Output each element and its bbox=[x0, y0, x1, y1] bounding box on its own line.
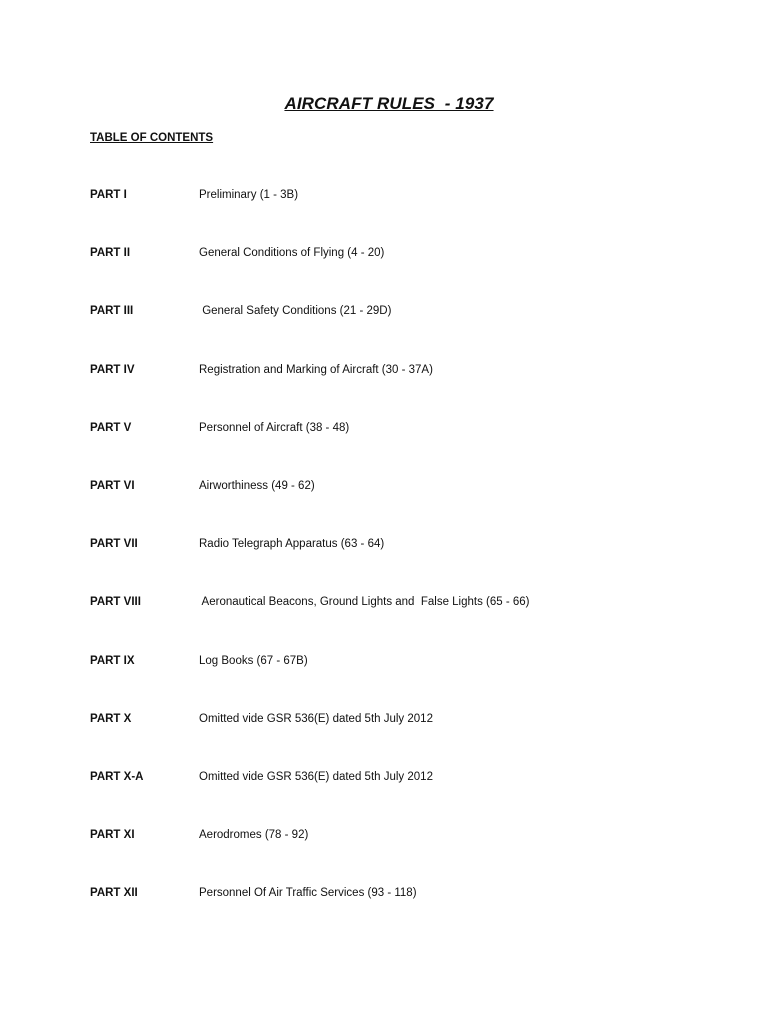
toc-part-label: PART XI bbox=[90, 829, 135, 842]
toc-part-label: PART VII bbox=[90, 538, 138, 551]
toc-part-title: Radio Telegraph Apparatus (63 - 64) bbox=[199, 538, 385, 551]
toc-heading: TABLE OF CONTENTS bbox=[90, 132, 214, 144]
toc-entry bbox=[90, 655, 730, 713]
toc-part-label: PART X bbox=[90, 712, 132, 725]
toc-part-label: PART II bbox=[90, 247, 131, 260]
toc-entry bbox=[90, 829, 730, 887]
toc-part-title: Airworthiness (49 - 62) bbox=[199, 479, 315, 492]
toc-entry bbox=[90, 305, 730, 363]
toc-part-title: Registration and Marking of Aircraft (30 - 37A) bbox=[199, 363, 433, 376]
toc-part-label: PART IV bbox=[90, 363, 135, 376]
toc-entry bbox=[90, 189, 730, 247]
toc-part-title: Omitted vide GSR 536(E) dated 5th July 2012 bbox=[199, 712, 433, 725]
toc-entry bbox=[90, 538, 730, 596]
toc-entry bbox=[90, 364, 730, 422]
toc-part-title: Preliminary (1 - 3B) bbox=[199, 189, 299, 201]
toc-part-title: General Safety Conditions (21 - 29D) bbox=[199, 305, 392, 318]
toc-entry bbox=[90, 713, 730, 771]
toc-entry bbox=[90, 771, 730, 829]
toc-part-title: Personnel Of Air Traffic Services (93 - 118) bbox=[199, 887, 417, 900]
toc-part-label: PART III bbox=[90, 305, 134, 318]
toc-part-title: Aeronautical Beacons, Ground Lights and False Lights (65 - 66) bbox=[199, 596, 530, 609]
toc-part-label: PART I bbox=[90, 189, 127, 201]
toc-part-title: General Conditions of Flying (4 - 20) bbox=[199, 247, 385, 260]
toc-list bbox=[90, 189, 730, 945]
toc-part-label: PART VI bbox=[90, 479, 135, 492]
toc-part-label: PART XII bbox=[90, 887, 138, 900]
toc-part-label: PART X-A bbox=[90, 770, 144, 783]
toc-part-title: Log Books (67 - 67B) bbox=[199, 654, 308, 667]
toc-entry bbox=[90, 480, 730, 538]
toc-part-title: Aerodromes (78 - 92) bbox=[199, 829, 309, 842]
toc-part-label: PART V bbox=[90, 421, 132, 434]
toc-entry bbox=[90, 596, 730, 654]
toc-part-label: PART IX bbox=[90, 654, 135, 667]
toc-part-label: PART VIII bbox=[90, 596, 141, 609]
document-title: AIRCRAFT RULES - 1937 bbox=[284, 94, 494, 113]
toc-entry bbox=[90, 422, 730, 480]
toc-part-title: Omitted vide GSR 536(E) dated 5th July 2012 bbox=[199, 770, 433, 783]
toc-part-title: Personnel of Aircraft (38 - 48) bbox=[199, 421, 350, 434]
toc-entry bbox=[90, 887, 730, 945]
toc-entry bbox=[90, 247, 730, 305]
